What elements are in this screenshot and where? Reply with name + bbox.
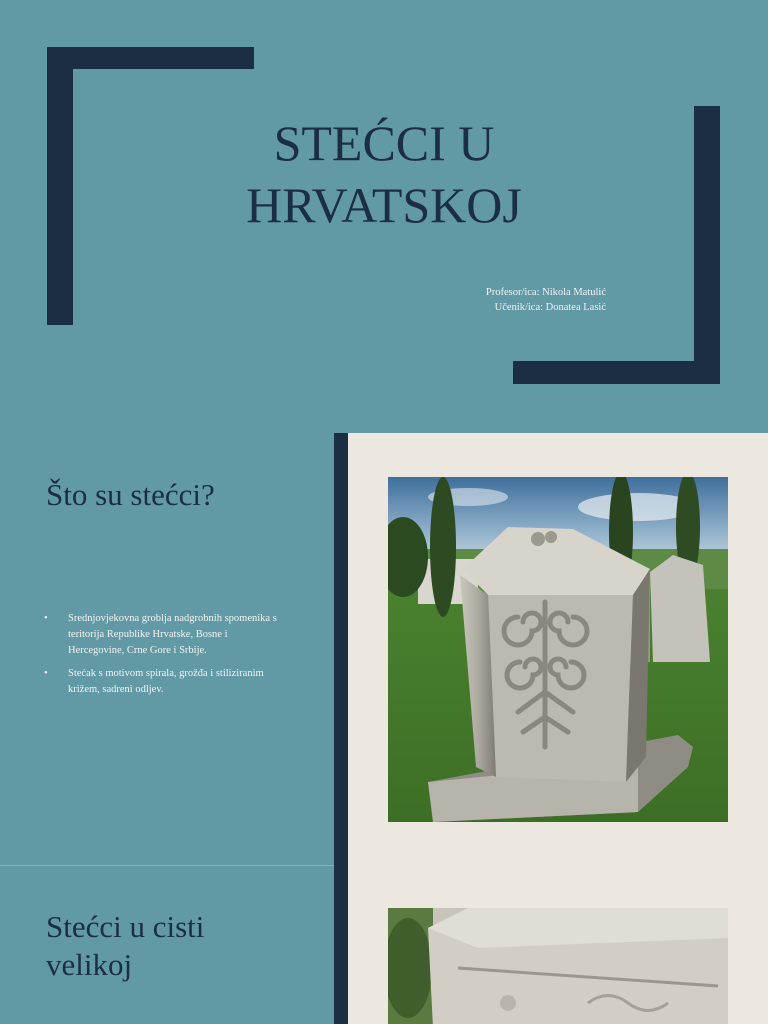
presentation-subtitle [486, 285, 606, 315]
bullet-list [40, 611, 285, 705]
stone-closeup-photo [388, 908, 728, 1024]
slide-separator [0, 865, 334, 866]
content-slide-what-are-stecci [0, 433, 768, 865]
presentation-title [0, 112, 768, 236]
bullet-item [40, 666, 285, 698]
bullet-marker: • [44, 668, 48, 679]
image-panel [348, 865, 768, 1024]
bullet-text: Srednjovjekovna groblja nadgrobnih spomenika s teritorija Republike Hrvatske, Bosne i Hercegovine, Crne Gore i Srbije. [68, 613, 277, 656]
heading-line-2: velikoj [46, 947, 133, 982]
content-slide-stecci-cista-velika [0, 865, 768, 1024]
stecak-photo [388, 477, 728, 822]
frame-bottom-right-horizontal [513, 361, 720, 384]
slide-heading: Što su stećci? [46, 477, 215, 512]
text-panel [0, 865, 334, 1024]
title-line-2: HRVATSKOJ [246, 177, 522, 233]
vertical-divider [334, 865, 348, 1024]
title-line-1: STEĆCI U [273, 115, 495, 171]
bullet-text: Stećak s motivom spirala, grožđa i stiliziranim križem, sadreni odljev. [68, 668, 264, 695]
professor-line: Profesor/ica: Nikola Matulić [485, 287, 606, 298]
student-line: Učenik/ica: Donatea Lasić [494, 302, 606, 313]
vertical-divider [334, 433, 348, 865]
bullet-marker: • [44, 613, 48, 624]
frame-top-left-horizontal [47, 47, 254, 69]
image-panel [348, 433, 768, 865]
bullet-item [40, 611, 285, 659]
slide-heading [46, 908, 204, 984]
text-panel [0, 433, 334, 865]
heading-line-1: Stećci u cisti [46, 909, 205, 944]
title-slide [0, 0, 768, 433]
